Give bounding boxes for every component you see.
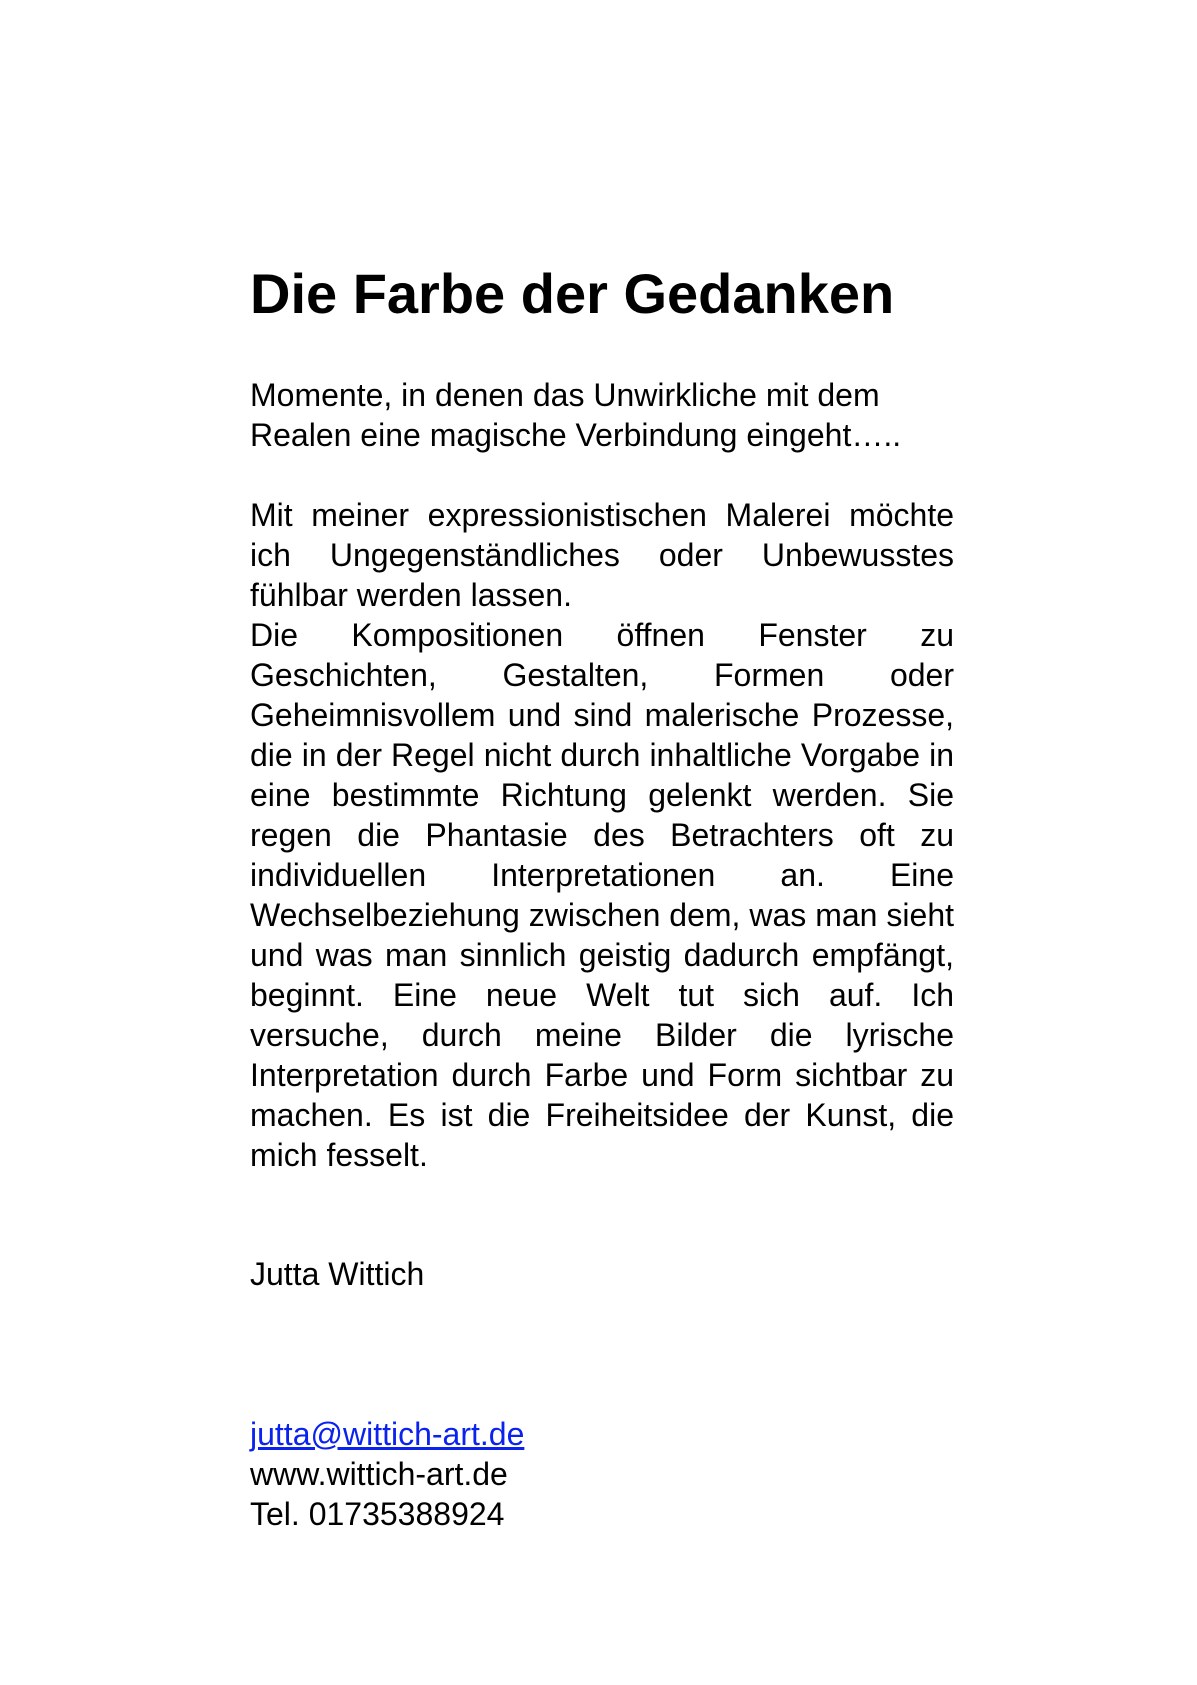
email-link[interactable]: jutta@wittich-art.de [250,1416,525,1452]
intro-line: Momente, in denen das Unwirkliche mit dem [250,377,880,413]
body-paragraph-2: Die Kompositionen öffnen Fenster zu Geschichten, Gestalten, Formen oder Geheimnisvollem und sind malerische Prozesse, die in der Regel nicht durch inhaltliche Vorgabe in eine bestimmte Richtung gelenkt werden. Sie regen die Phantasie des Betrachters oft zu individuellen Interpretationen an. Eine Wechselbeziehung zwischen dem, was man sieht und was man sinnlich geistig dadurch empfängt, beginnt. Eine neue Welt tut sich auf. Ich versuche, durch meine Bilder die lyrische Interpretation durch Farbe und Form sichtbar zu machen. Es ist die Freiheitsidee der Kunst, die mich fesselt. [250,617,954,1173]
intro-text [250,375,970,455]
body-paragraph-1: Mit meiner expressionistischen Malerei möchte ich Ungegenständliches oder Unbewusstes fühlbar werden lassen. [250,497,954,613]
contact-block [250,1414,524,1534]
document-title: Die Farbe der Gedanken [250,262,895,325]
intro-line: Realen eine magische Verbindung eingeht….. [250,417,902,453]
body-text [250,495,954,1175]
phone-text: Tel. 01735388924 [250,1496,505,1532]
signature: Jutta Wittich [250,1256,425,1292]
website-text: www.wittich-art.de [250,1456,508,1492]
